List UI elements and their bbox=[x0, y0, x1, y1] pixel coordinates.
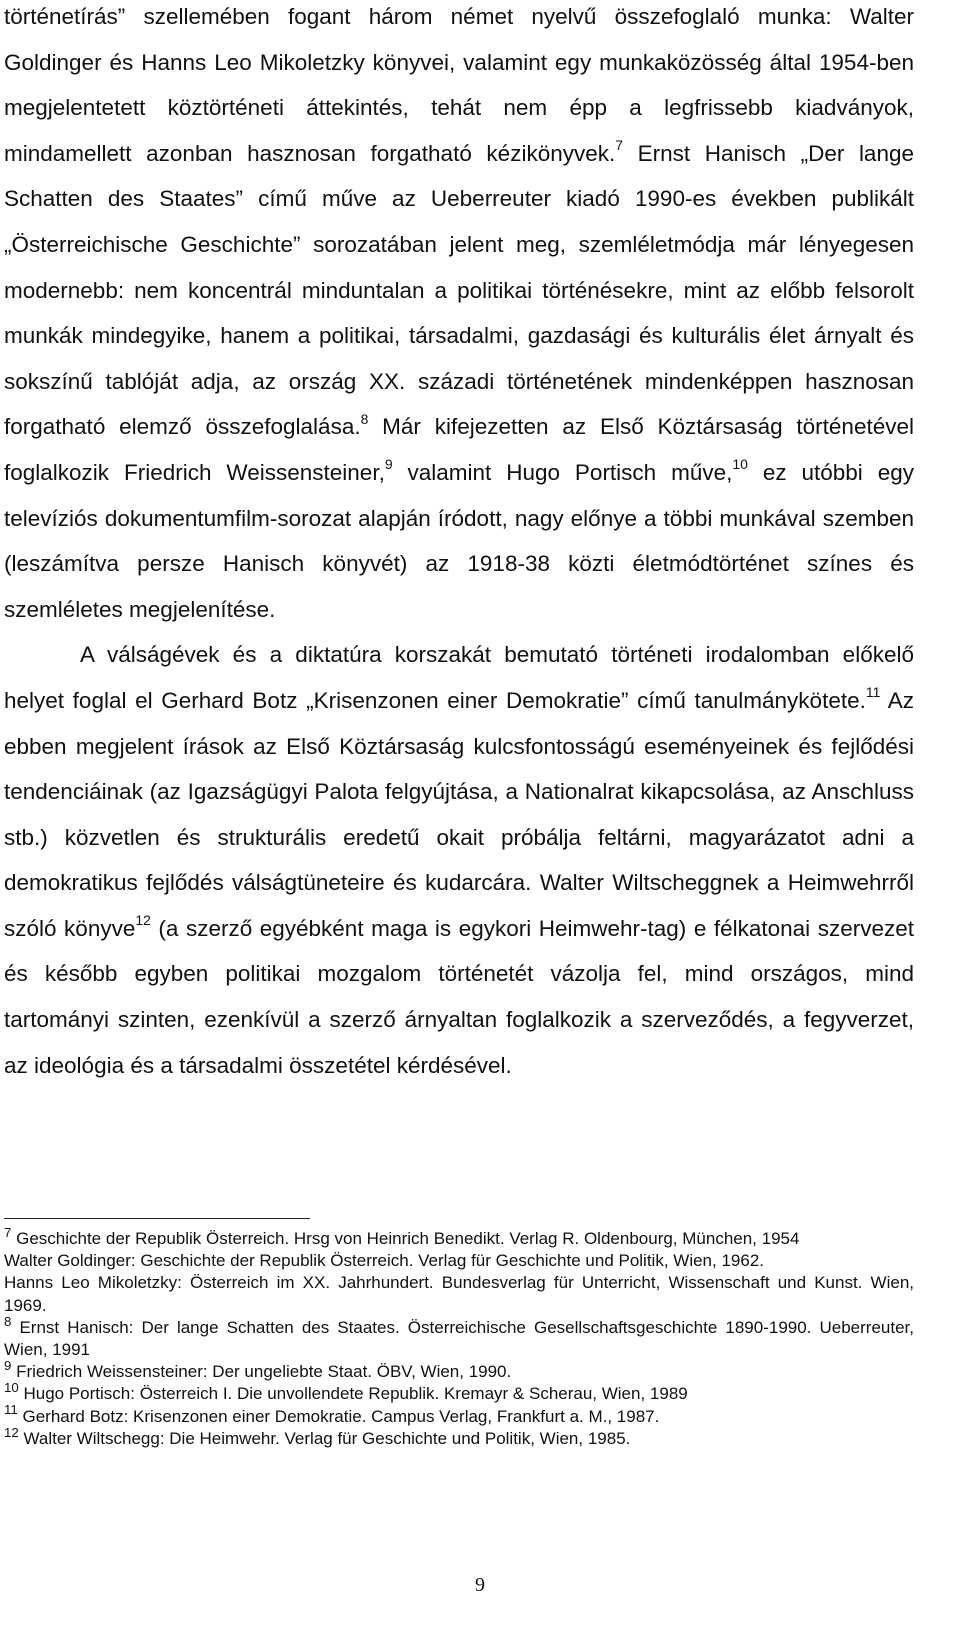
text-segment: ez utóbbi egy televíziós dokumentumfilm-sorozat alapján íródott, nagy előnye a többi munkával szemben (leszámítva persze Hanisch könyvét) az 1918-38 közti életmódtörténet színes és szemléletes megjelenítése. bbox=[4, 459, 915, 622]
text-segment: (a szerző egyébként maga is egykori Heimwehr-tag) e félkatonai szervezet és később egyben politikai mozgalom történetét vázolja fel, mind országos, mind tartományi szinten, ezenkívül a szerző árnyaltan foglalkozik a szerveződés, a fegyverzet, az ideológia és a társadalmi összetétel kérdésével. bbox=[4, 915, 914, 1078]
text-segment: Már kifejezetten az Első Köztársaság történetével foglalkozik Friedrich Weissensteiner, bbox=[4, 414, 914, 485]
footnote-7 bbox=[4, 1224, 914, 1250]
footnote-number: 9 bbox=[4, 1357, 12, 1373]
footnote-7-cont-1 bbox=[4, 1250, 914, 1272]
footnote-text: Hugo Portisch: Österreich I. Die unvollendete Republik. Kremayr & Scherau, Wien, 1989 bbox=[18, 1384, 688, 1404]
footnote-number: 10 bbox=[4, 1380, 19, 1396]
text-segment: valamint Hugo Portisch műve, bbox=[392, 459, 733, 485]
page-number: 9 bbox=[475, 1574, 485, 1596]
text-segment: Az ebben megjelent írások az Első Köztársaság kulcsfontosságú eseményeinek és fejlődési tendenciáinak (az Igazságügyi Palota felgyújtása, a Nationalrat kikapcsolása, az Anschluss stb.) közvetlen és strukturális eredetű okait próbálja feltárni, magyarázatot adni a demokratikus fejlődés válságtüneteire és kudarcára. Walter Wiltscheggnek a Heimwehrről szóló könyve bbox=[4, 687, 914, 941]
footnote-separator bbox=[4, 1218, 310, 1219]
body-text bbox=[4, 0, 914, 1088]
footnote-ref-11[interactable]: 11 bbox=[865, 684, 881, 701]
footnote-text: Ernst Hanisch: Der lange Schatten des Staates. Österreichische Gesellschaftsgeschichte 1890-1990. Ueberreuter, Wien, 1991 bbox=[4, 1317, 914, 1360]
footnote-number: 12 bbox=[4, 1424, 19, 1440]
footnotes bbox=[4, 1224, 914, 1450]
paragraph-2 bbox=[4, 632, 914, 1088]
footnote-ref-10[interactable]: 10 bbox=[732, 456, 748, 473]
footnote-9 bbox=[4, 1357, 914, 1383]
text-segment: Ernst Hanisch „Der lange Schatten des Staates” című műve az Ueberreuter kiadó 1990-es években publikált „Österreichische Geschichte” sorozatában jelent meg, szemléletmódja már lényegesen modernebb: nem koncentrál minduntalan a politikai történésekre, mint az előbb felsorolt munkák mindegyike, hanem a politikai, társadalmi, gazdasági és kulturális élet árnyalt és sokszínű tablóját adja, az ország XX. századi történetének mindenképpen hasznosan forgatható elemző összefoglalása. bbox=[4, 140, 914, 440]
footnote-text: Walter Wiltschegg: Die Heimwehr. Verlag für Geschichte und Politik, Wien, 1985. bbox=[18, 1428, 631, 1448]
text-segment: történetírás” szellemében fogant három német nyelvű összefoglaló munka: Walter Goldinger és Hanns Leo Mikoletzky könyvei, valamint egy munkaközösség által 1954-ben megjelentetett köztörténeti áttekintés, tehát nem épp a legfrissebb kiadványok, mindamellett azonban hasznosan forgatható kézikönyvek. bbox=[4, 4, 914, 166]
footnote-ref-8[interactable]: 8 bbox=[360, 410, 369, 427]
footnote-10 bbox=[4, 1380, 914, 1405]
footnote-11 bbox=[4, 1402, 914, 1428]
footnote-ref-12[interactable]: 12 bbox=[135, 912, 151, 929]
footnote-number: 11 bbox=[4, 1402, 18, 1418]
footnote-12 bbox=[4, 1424, 914, 1450]
footnote-text: Hanns Leo Mikoletzky: Österreich im XX. Jahrhundert. Bundesverlag für Unterricht, Wissenschaft und Kunst. Wien, 1969. bbox=[4, 1273, 914, 1315]
text-segment: A válságévek és a diktatúra korszakát bemutató történeti irodalomban előkelő helyet foglal el Gerhard Botz „Krisenzonen einer Demokratie” című tanulmánykötete. bbox=[4, 642, 914, 713]
footnote-ref-9[interactable]: 9 bbox=[384, 456, 393, 473]
footnote-number: 8 bbox=[4, 1313, 12, 1329]
footnote-text: Walter Goldinger: Geschichte der Republik Österreich. Verlag für Geschichte und Politik, Wien, 1962. bbox=[4, 1251, 765, 1271]
footnote-8 bbox=[4, 1313, 914, 1361]
footnote-text: Friedrich Weissensteiner: Der ungeliebte Staat. ÖBV, Wien, 1990. bbox=[11, 1362, 512, 1382]
footnote-number: 7 bbox=[4, 1224, 12, 1240]
footnote-7-cont-2 bbox=[4, 1272, 914, 1316]
footnote-text: Geschichte der Republik Österreich. Hrsg von Heinrich Benedikt. Verlag R. Oldenbourg, München, 1954 bbox=[11, 1229, 800, 1248]
footnote-ref-7[interactable]: 7 bbox=[615, 137, 623, 154]
footnote-text: Gerhard Botz: Krisenzonen einer Demokratie. Campus Verlag, Frankfurt a. M., 1987. bbox=[17, 1406, 660, 1426]
paragraph-1 bbox=[4, 0, 914, 632]
